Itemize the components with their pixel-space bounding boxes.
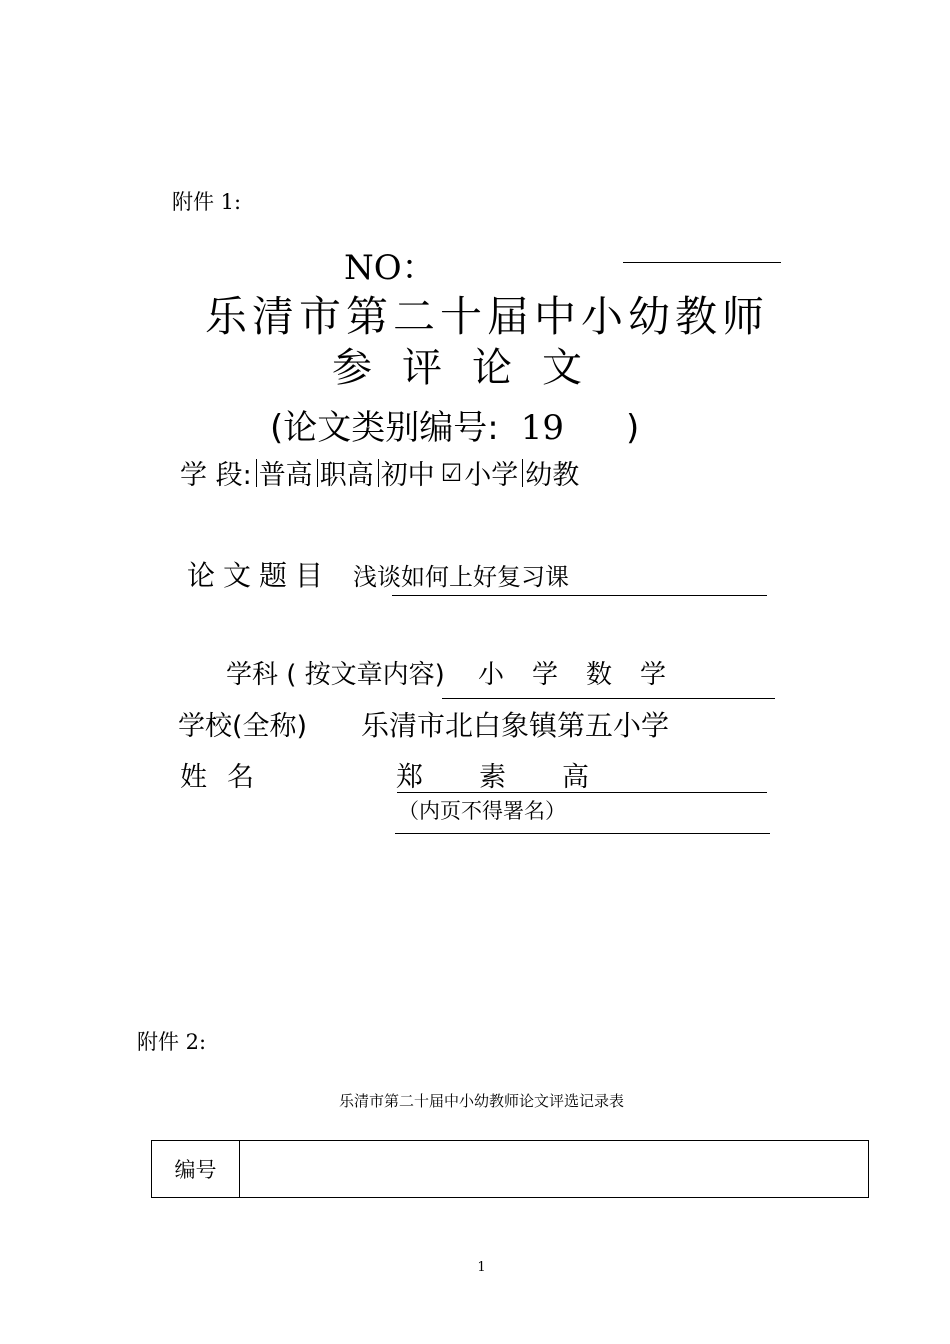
attachment-2-label: 附件 2: bbox=[137, 1030, 207, 1054]
stage-option-youjiao[interactable] bbox=[518, 453, 579, 492]
name-underline bbox=[397, 792, 767, 793]
category-number: 19 bbox=[520, 408, 564, 448]
subject-value: 小学数学 bbox=[478, 660, 695, 690]
note-underline bbox=[395, 833, 770, 834]
stage-option-label: 幼教 bbox=[525, 460, 580, 491]
stage-option-label: 初中 bbox=[380, 460, 435, 491]
topic-underline bbox=[392, 595, 767, 596]
topic-label: 论文题目 bbox=[187, 559, 332, 592]
stage-option-label: 小学 bbox=[464, 460, 519, 491]
record-table-title: 乐清市第二十届中小幼教师论文评选记录表 bbox=[338, 1092, 624, 1110]
record-number-field[interactable] bbox=[240, 1141, 868, 1197]
stage-option-putong-gaozhong[interactable] bbox=[252, 453, 313, 492]
checkbox-empty-icon bbox=[317, 459, 318, 487]
name-label: 姓名 bbox=[180, 762, 274, 793]
stage-option-label: 职高 bbox=[319, 460, 374, 491]
category-row bbox=[270, 400, 639, 449]
subject-underline bbox=[442, 698, 775, 699]
stage-option-xiaoxue[interactable] bbox=[435, 453, 519, 492]
document-title-line-2: 参评论文 bbox=[332, 345, 612, 391]
checkbox-empty-icon bbox=[522, 459, 523, 487]
page-number: 1 bbox=[477, 1260, 486, 1275]
stage-option-chuzhong[interactable] bbox=[374, 453, 435, 492]
checkbox-checked-icon: ☑ bbox=[440, 458, 463, 487]
checkbox-empty-icon bbox=[378, 459, 379, 487]
stage-row bbox=[180, 453, 579, 492]
category-prefix: (论文类别编号: bbox=[270, 408, 499, 448]
checkbox-empty-icon bbox=[256, 459, 257, 487]
stage-option-zhiye-gaozhong[interactable] bbox=[313, 453, 374, 492]
serial-number-label: NO： bbox=[344, 248, 436, 288]
attachment-1-label: 附件 1: bbox=[172, 190, 242, 214]
record-number-label: 编号 bbox=[152, 1141, 240, 1197]
category-suffix: ) bbox=[626, 408, 640, 448]
school-value: 乐清市北白象镇第五小学 bbox=[361, 709, 670, 742]
school-label: 学校(全称) bbox=[178, 711, 308, 742]
serial-number-line bbox=[623, 262, 781, 263]
name-value: 郑素高 bbox=[396, 762, 645, 793]
stage-option-label: 普高 bbox=[258, 460, 313, 491]
record-table bbox=[151, 1140, 869, 1198]
topic-value: 浅谈如何上好复习课 bbox=[353, 563, 569, 591]
document-title-line-1: 乐清市第二十届中小幼教师 bbox=[205, 292, 770, 341]
name-note: （内页不得署名） bbox=[398, 799, 566, 823]
subject-label: 学科 ( 按文章内容) bbox=[226, 660, 445, 690]
stage-label: 学 段: bbox=[180, 460, 252, 491]
